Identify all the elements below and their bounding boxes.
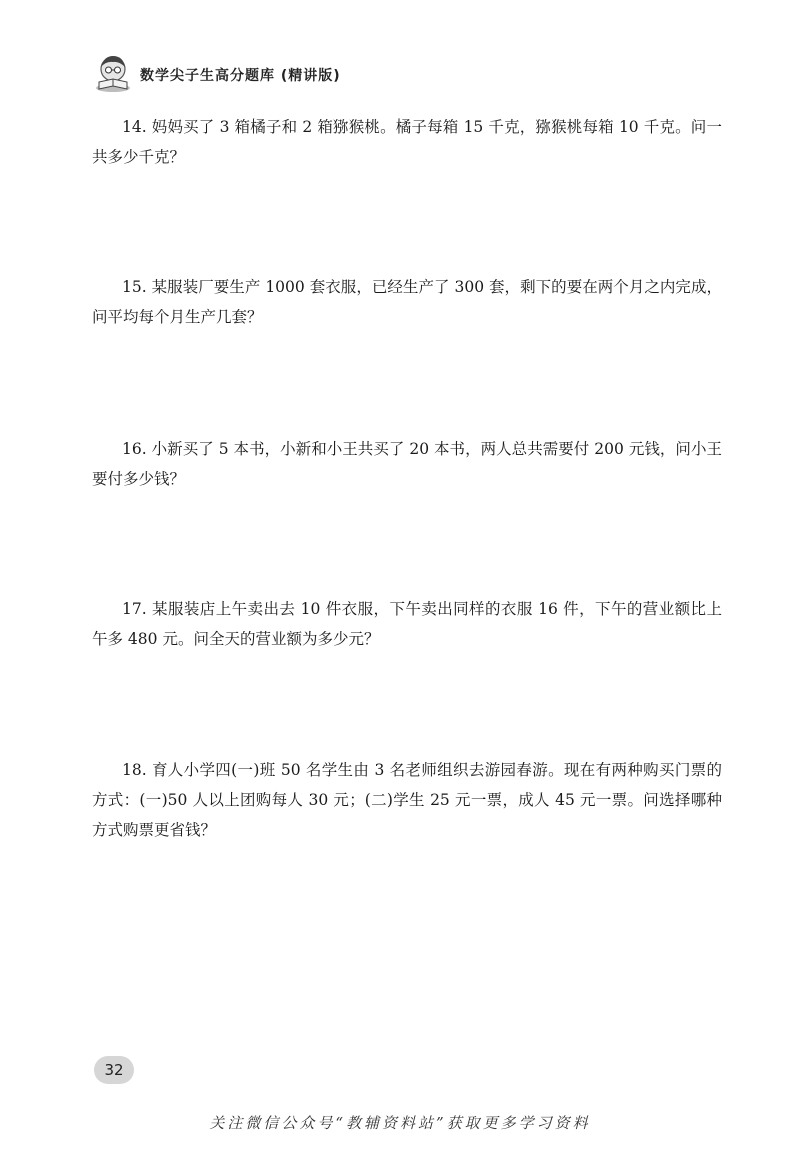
question-text: 小新买了 5 本书，小新和小王共买了 20 本书，两人总共需要付 200 元钱，问小王要付多少钱？: [92, 440, 722, 488]
question-14: [92, 112, 722, 172]
question-number: 18.: [122, 761, 147, 779]
page-header: [92, 52, 732, 96]
question-text: 某服装店上午卖出去 10 件衣服，下午卖出同样的衣服 16 件，下午的营业额比上午多 480 元。问全天的营业额为多少元？: [92, 600, 722, 648]
page-number: 32: [94, 1056, 134, 1084]
book-title: 数学尖子生高分题库 (精讲版): [140, 68, 341, 84]
question-text: 妈妈买了 3 箱橘子和 2 箱猕猴桃。橘子每箱 15 千克，猕猴桃每箱 10 千克。问一共多少千克？: [92, 118, 722, 166]
question-15: [92, 272, 722, 332]
student-reading-icon: [92, 52, 134, 94]
question-18: [92, 755, 722, 845]
question-17: [92, 594, 722, 654]
question-number: 15.: [122, 278, 147, 296]
question-number: 14.: [122, 118, 147, 136]
question-number: 17.: [122, 600, 147, 618]
question-text: 某服装厂要生产 1000 套衣服，已经生产了 300 套，剩下的要在两个月之内完成，问平均每个月生产几套？: [92, 278, 722, 326]
question-16: [92, 434, 722, 494]
footer-watermark: 关注微信公众号“教辅资料站”获取更多学习资料: [209, 1114, 591, 1132]
question-number: 16.: [122, 440, 147, 458]
question-text: 育人小学四(一)班 50 名学生由 3 名老师组织去游园春游。现在有两种购买门票的方式：(一)50 人以上团购每人 30 元；(二)学生 25 元一票，成人 45 元一票。问选择哪种方式购票更省钱？: [92, 761, 722, 839]
